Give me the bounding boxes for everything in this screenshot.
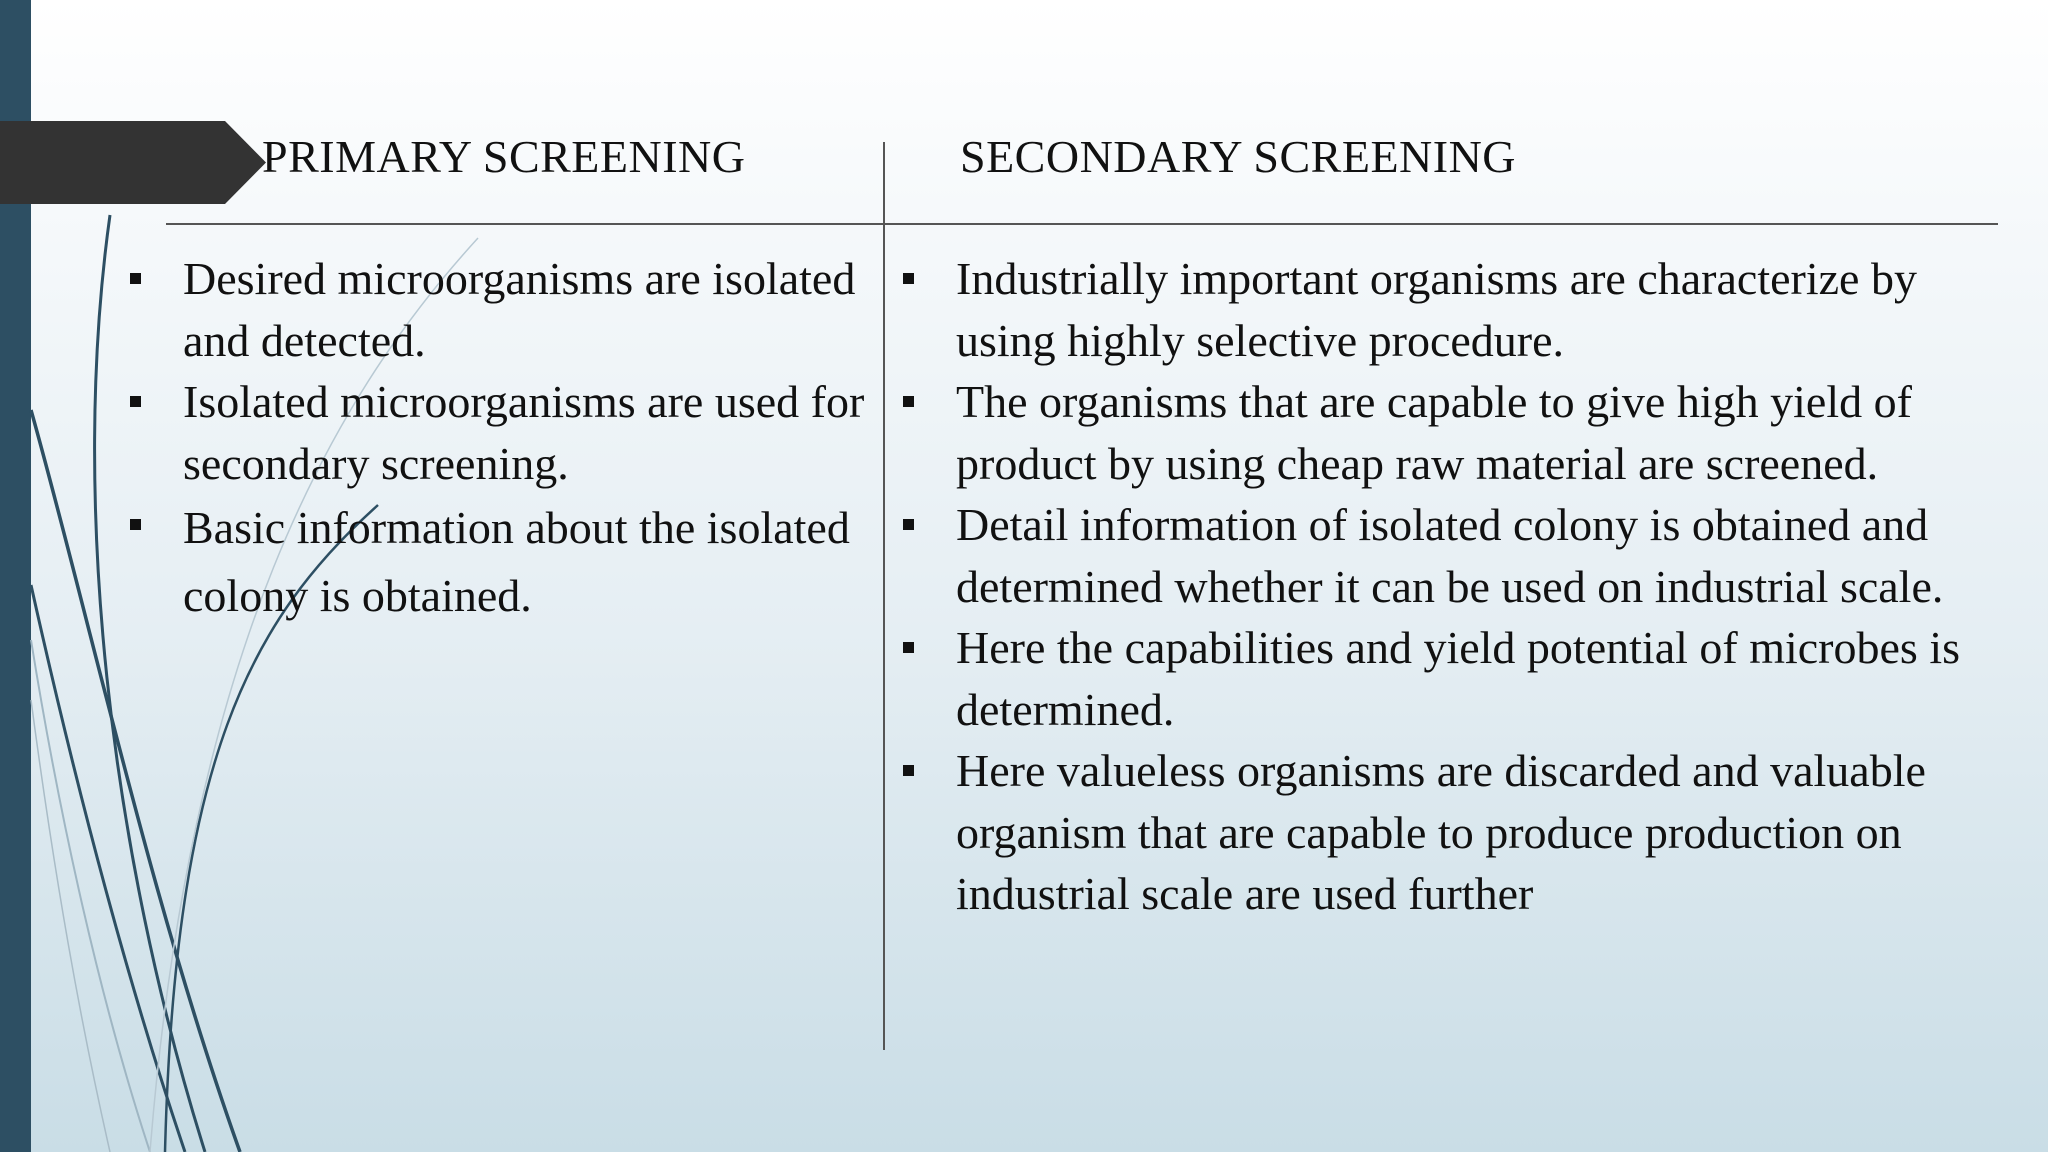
square-bullet-icon	[130, 396, 141, 407]
square-bullet-icon	[903, 273, 914, 284]
square-bullet-icon	[903, 642, 914, 653]
title-tab-shape	[0, 121, 266, 204]
primary-screening-heading: PRIMARY SCREENING	[262, 131, 746, 182]
list-item-text: Isolated microorganisms are used for secondary screening.	[183, 376, 865, 489]
secondary-screening-list	[900, 248, 2020, 925]
list-item	[127, 371, 887, 494]
list-item	[900, 248, 2020, 371]
list-item-text: Basic information about the isolated colony is obtained.	[183, 502, 850, 621]
list-item-text: Here the capabilities and yield potential of microbes is determined.	[956, 622, 1961, 735]
list-item	[900, 494, 2020, 617]
header-divider	[166, 223, 1998, 225]
list-item	[900, 617, 2020, 740]
list-item-text: Here valueless organisms are discarded and valuable organism that are capable to produce production on industrial scale are used further	[956, 745, 1926, 919]
list-item	[127, 248, 887, 371]
secondary-screening-heading: SECONDARY SCREENING	[960, 131, 1517, 182]
primary-screening-list	[127, 248, 887, 630]
list-item-text: Detail information of isolated colony is obtained and determined whether it can be used on industrial scale.	[956, 499, 1944, 612]
square-bullet-icon	[130, 273, 141, 284]
list-item-text: Industrially important organisms are characterize by using highly selective procedure.	[956, 253, 1917, 366]
square-bullet-icon	[903, 396, 914, 407]
list-item-text: The organisms that are capable to give high yield of product by using cheap raw material are screened.	[956, 376, 1912, 489]
list-item-text: Desired microorganisms are isolated and detected.	[183, 253, 856, 366]
list-item	[900, 740, 2020, 925]
square-bullet-icon	[903, 519, 914, 530]
list-item	[127, 494, 887, 630]
list-item	[900, 371, 2020, 494]
square-bullet-icon	[130, 519, 141, 530]
square-bullet-icon	[903, 765, 914, 776]
